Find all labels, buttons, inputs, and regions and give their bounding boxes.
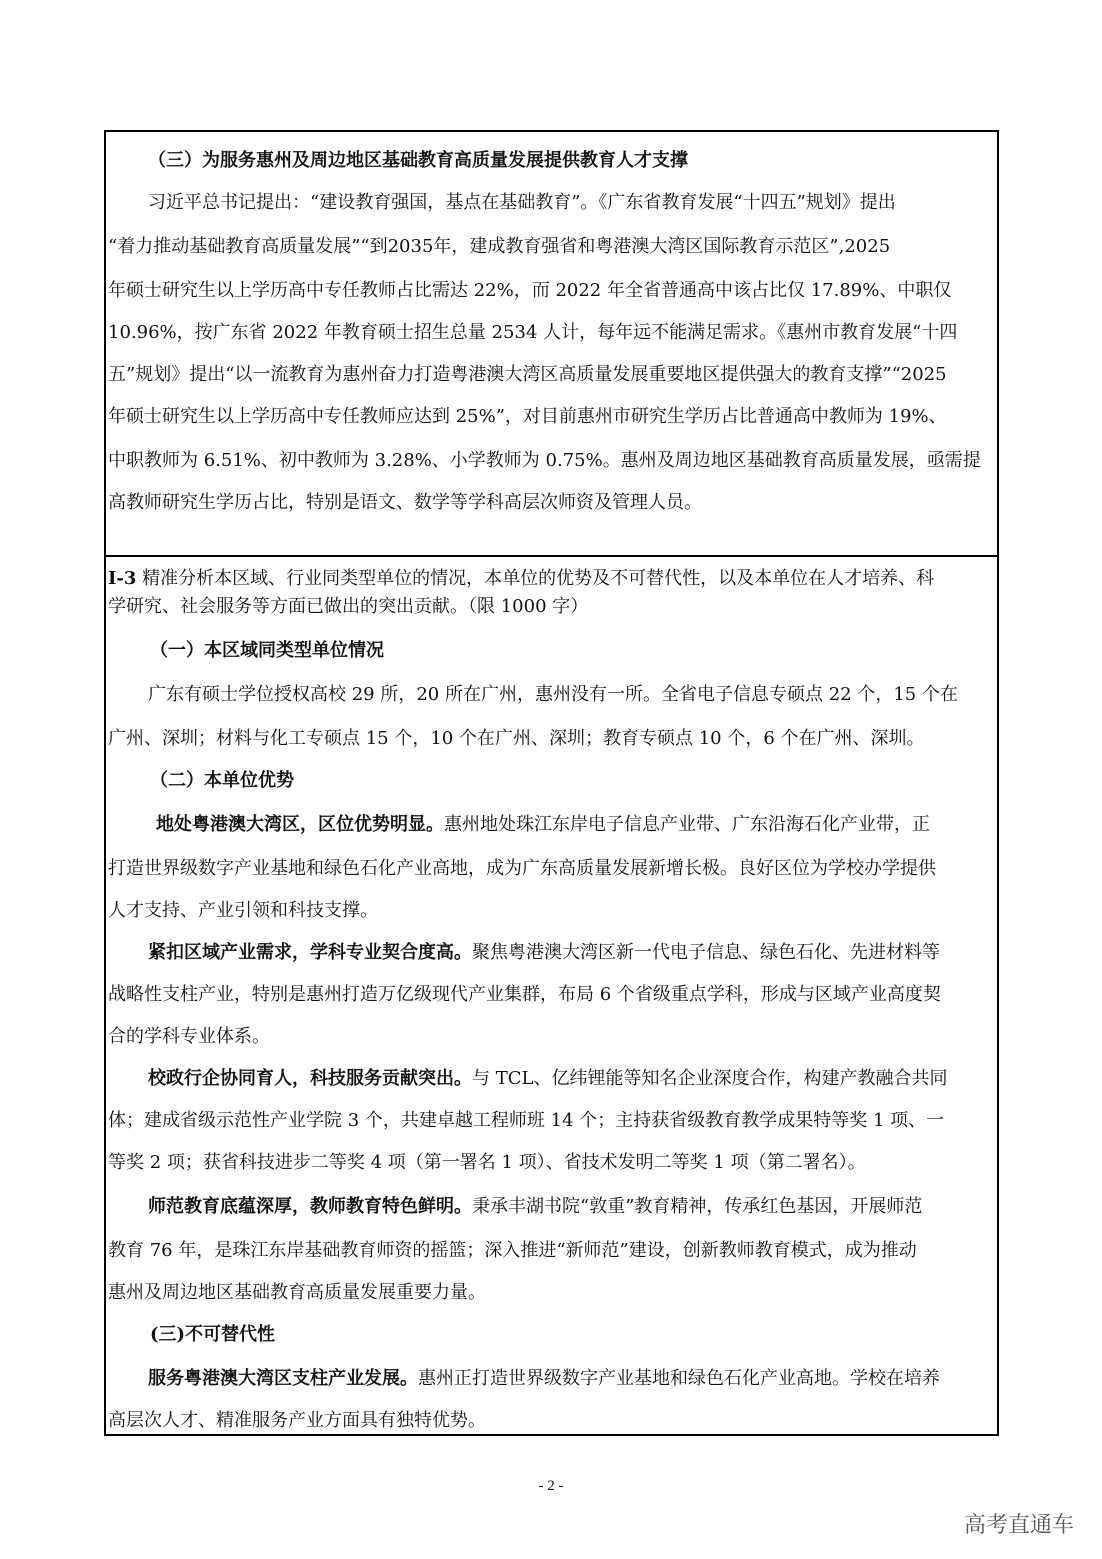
- body-line: 习近平总书记提出：“建设教育强国，基点在基础教育”。《广东省教育发展“十四五”规划》提出: [148, 192, 896, 213]
- body-line: “着力推动基础教育高质量发展”“到2035年，建成教育强省和粤港澳大湾区国际教育示范区”,2025: [108, 236, 891, 257]
- body-line: 合的学科专业体系。: [108, 1026, 270, 1047]
- item-prompt-text: 精准分析本区域、行业同类型单位的情况，本单位的优势及不可替代性，以及本单位在人才培养、科: [136, 568, 935, 589]
- row-divider: [104, 555, 999, 557]
- body-line: 校政行企协同育人，科技服务贡献突出。与 TCL、亿纬锂能等知名企业深度合作，构建产教融合共同: [148, 1068, 948, 1089]
- body-line: 中职教师为 6.51%、初中教师为 3.28%、小学教师为 0.75%。惠州及周边地区基础教育高质量发展，亟需提: [108, 450, 981, 471]
- lead-phrase: 地处粤港澳大湾区，区位优势明显。: [156, 814, 444, 835]
- body-line: 高层次人才、精准服务产业方面具有独特优势。: [108, 1410, 486, 1431]
- lead-phrase: 紧扣区域产业需求，学科专业契合度高。: [148, 942, 472, 963]
- item-prompt-line: [108, 568, 934, 590]
- body-line: 人才支持、产业引领和科技支撑。: [108, 900, 378, 921]
- body-line: 广东有硕士学位授权高校 29 所，20 所在广州，惠州没有一所。全省电子信息专硕点 22 个，15 个在: [148, 684, 958, 705]
- body-line: 服务粤港澳大湾区支柱产业发展。惠州正打造世界级数字产业基地和绿色石化产业高地。学校在培养: [148, 1368, 940, 1389]
- subsection-heading: (三)不可替代性: [150, 1324, 276, 1345]
- body-line: 打造世界级数字产业基地和绿色石化产业高地，成为广东高质量发展新增长极。良好区位为学校办学提供: [108, 858, 936, 879]
- body-line: 10.96%，按广东省 2022 年教育硕士招生总量 2534 人计，每年远不能满足需求。《惠州市教育发展“十四: [108, 322, 958, 343]
- body-line: 高教师研究生学历占比，特别是语文、数学等学科高层次师资及管理人员。: [108, 492, 702, 513]
- body-line: 广州、深圳；材料与化工专硕点 15 个，10 个在广州、深圳；教育专硕点 10 个，6 个在广州、深圳。: [108, 728, 925, 749]
- item-label: I-3: [108, 568, 137, 589]
- body-line: 教育 76 年，是珠江东岸基础教育师资的摇篮；深入推进“新师范”建设，创新教师教育模式，成为推动: [108, 1240, 917, 1261]
- body-line: 紧扣区域产业需求，学科专业契合度高。聚焦粤港澳大湾区新一代电子信息、绿色石化、先进材料等: [148, 942, 940, 963]
- body-line: 体；建成省级示范性产业学院 3 个，共建卓越工程师班 14 个；主持获省级教育教学成果特等奖 1 项、一: [108, 1110, 945, 1131]
- body-line: 年硕士研究生以上学历高中专任教师占比需达 22%，而 2022 年全省普通高中该占比仅 17.89%、中职仅: [108, 280, 952, 301]
- subsection-heading: （二）本单位优势: [150, 770, 294, 791]
- body-line: 惠州及周边地区基础教育高质量发展重要力量。: [108, 1282, 486, 1303]
- subsection-heading: （一）本区域同类型单位情况: [150, 640, 384, 661]
- lead-phrase: 校政行企协同育人，科技服务贡献突出。: [148, 1068, 472, 1089]
- page-number: - 2 -: [538, 1478, 564, 1494]
- body-line: 年硕士研究生以上学历高中专任教师应达到 25%”，对目前惠州市研究生学历占比普通高中教师为 19%、: [108, 406, 947, 427]
- watermark: 高考直通车: [963, 1513, 1074, 1538]
- body-line: 五”规划》提出“以一流教育为惠州奋力打造粤港澳大湾区高质量发展重要地区提供强大的教育支撑”“2025: [108, 364, 947, 385]
- lead-phrase: 服务粤港澳大湾区支柱产业发展。: [148, 1368, 418, 1389]
- item-prompt-line: 学研究、社会服务等方面已做出的突出贡献。（限 1000 字）: [108, 596, 589, 617]
- body-line: 等奖 2 项；获省科技进步二等奖 4 项（第一署名 1 项）、省技术发明二等奖 1 项（第二署名）。: [108, 1152, 866, 1173]
- body-line: 师范教育底蕴深厚，教师教育特色鲜明。秉承丰湖书院“敦重”教育精神，传承红色基因，开展师范: [148, 1196, 923, 1217]
- section-heading: （三）为服务惠州及周边地区基础教育高质量发展提供教育人才支撑: [148, 150, 688, 171]
- body-line: 地处粤港澳大湾区，区位优势明显。惠州地处珠江东岸电子信息产业带、广东沿海石化产业带，正: [156, 814, 930, 835]
- body-line: 战略性支柱产业，特别是惠州打造万亿级现代产业集群，布局 6 个省级重点学科，形成与区域产业高度契: [108, 984, 941, 1005]
- lead-phrase: 师范教育底蕴深厚，教师教育特色鲜明。: [148, 1196, 472, 1217]
